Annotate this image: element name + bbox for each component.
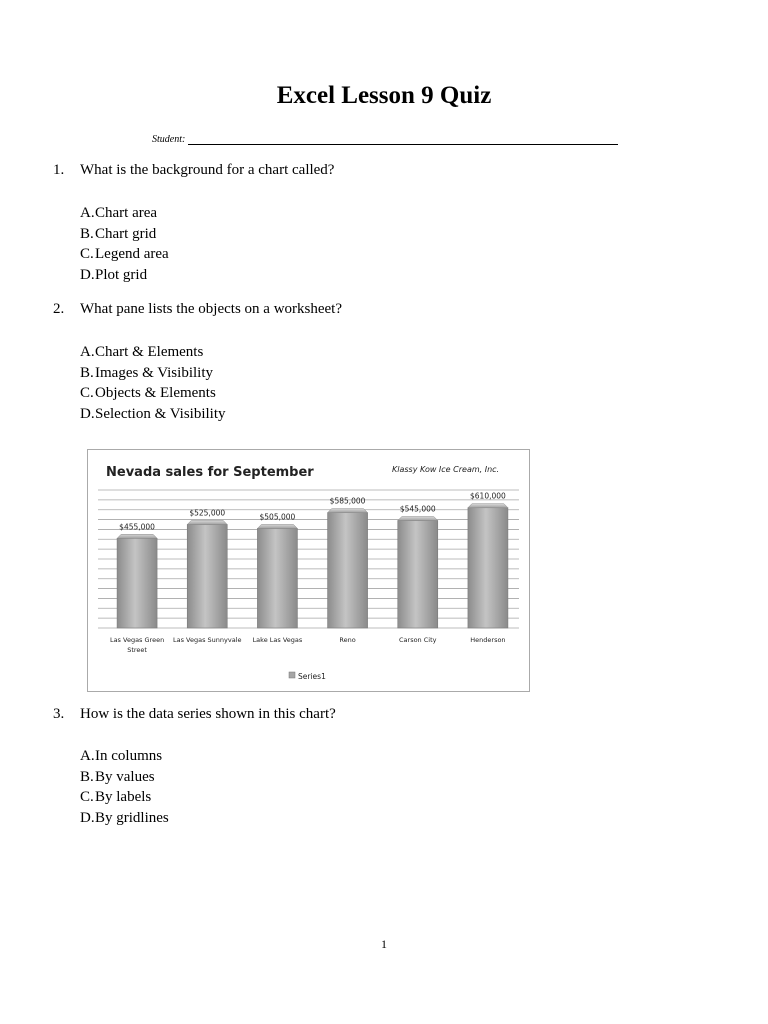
student-name-row xyxy=(152,134,618,145)
bar-top xyxy=(468,504,508,508)
page-title: Excel Lesson 9 Quiz xyxy=(276,82,492,109)
option-c: C.Objects & Elements xyxy=(80,385,216,402)
question-number: 1. xyxy=(53,162,65,178)
bar xyxy=(468,508,508,628)
bar xyxy=(117,538,157,628)
bar-top xyxy=(117,534,157,538)
option-b: B.By values xyxy=(80,768,155,785)
data-label: $610,000 xyxy=(470,491,506,501)
question-2 xyxy=(53,301,342,318)
data-label: $525,000 xyxy=(189,508,226,518)
data-label: $455,000 xyxy=(119,522,155,532)
bar xyxy=(398,521,438,628)
bar-top xyxy=(398,517,438,521)
option-a: A.In columns xyxy=(80,748,163,764)
question-3 xyxy=(53,706,336,723)
chart-canvas xyxy=(88,450,529,691)
student-name-line xyxy=(188,134,618,145)
legend-swatch xyxy=(289,672,295,678)
category-label: Las Vegas Green xyxy=(109,636,165,644)
category-label: Street xyxy=(127,646,147,654)
question-text: How is the data series shown in this chart? xyxy=(80,706,336,722)
option-a: A.Chart & Elements xyxy=(80,344,204,360)
data-label: $545,000 xyxy=(399,504,436,514)
question-1-options xyxy=(80,203,169,286)
category-label: Carson City xyxy=(399,636,437,644)
data-label: $585,000 xyxy=(329,496,366,506)
option-d: D.Selection & Visibility xyxy=(80,406,226,423)
category-label: Reno xyxy=(339,636,356,644)
chart-title: Nevada sales for September xyxy=(106,465,314,480)
sales-chart xyxy=(87,449,530,692)
student-label: Student: xyxy=(152,134,186,145)
bar-top xyxy=(187,521,227,525)
bar-top xyxy=(328,509,368,513)
option-b: B.Chart grid xyxy=(80,225,157,242)
page-number: 1 xyxy=(381,937,387,951)
chart-subtitle: Klassy Kow Ice Cream, Inc. xyxy=(392,465,500,474)
bar-top xyxy=(257,524,297,528)
bar xyxy=(257,528,297,628)
bar xyxy=(187,525,227,629)
data-label: $505,000 xyxy=(259,512,296,522)
category-label: Las Vegas Sunnyvale xyxy=(172,636,242,644)
question-text: What is the background for a chart called? xyxy=(80,162,335,178)
category-label: Lake Las Vegas xyxy=(252,636,303,644)
option-a: A.Chart area xyxy=(80,205,158,221)
option-c: C.By labels xyxy=(80,789,152,806)
question-2-options xyxy=(80,342,226,425)
question-1 xyxy=(53,162,334,179)
question-number: 3. xyxy=(53,706,65,722)
question-text: What pane lists the objects on a worksheet? xyxy=(80,301,343,317)
option-b: B.Images & Visibility xyxy=(80,364,213,381)
option-d: D.By gridlines xyxy=(80,810,169,827)
legend-label: Series1 xyxy=(298,672,326,681)
option-c: C.Legend area xyxy=(80,246,169,263)
question-3-options xyxy=(80,746,169,829)
bar xyxy=(328,513,368,628)
category-label: Henderson xyxy=(470,636,506,644)
question-number: 2. xyxy=(53,301,65,317)
option-d: D.Plot grid xyxy=(80,267,148,284)
